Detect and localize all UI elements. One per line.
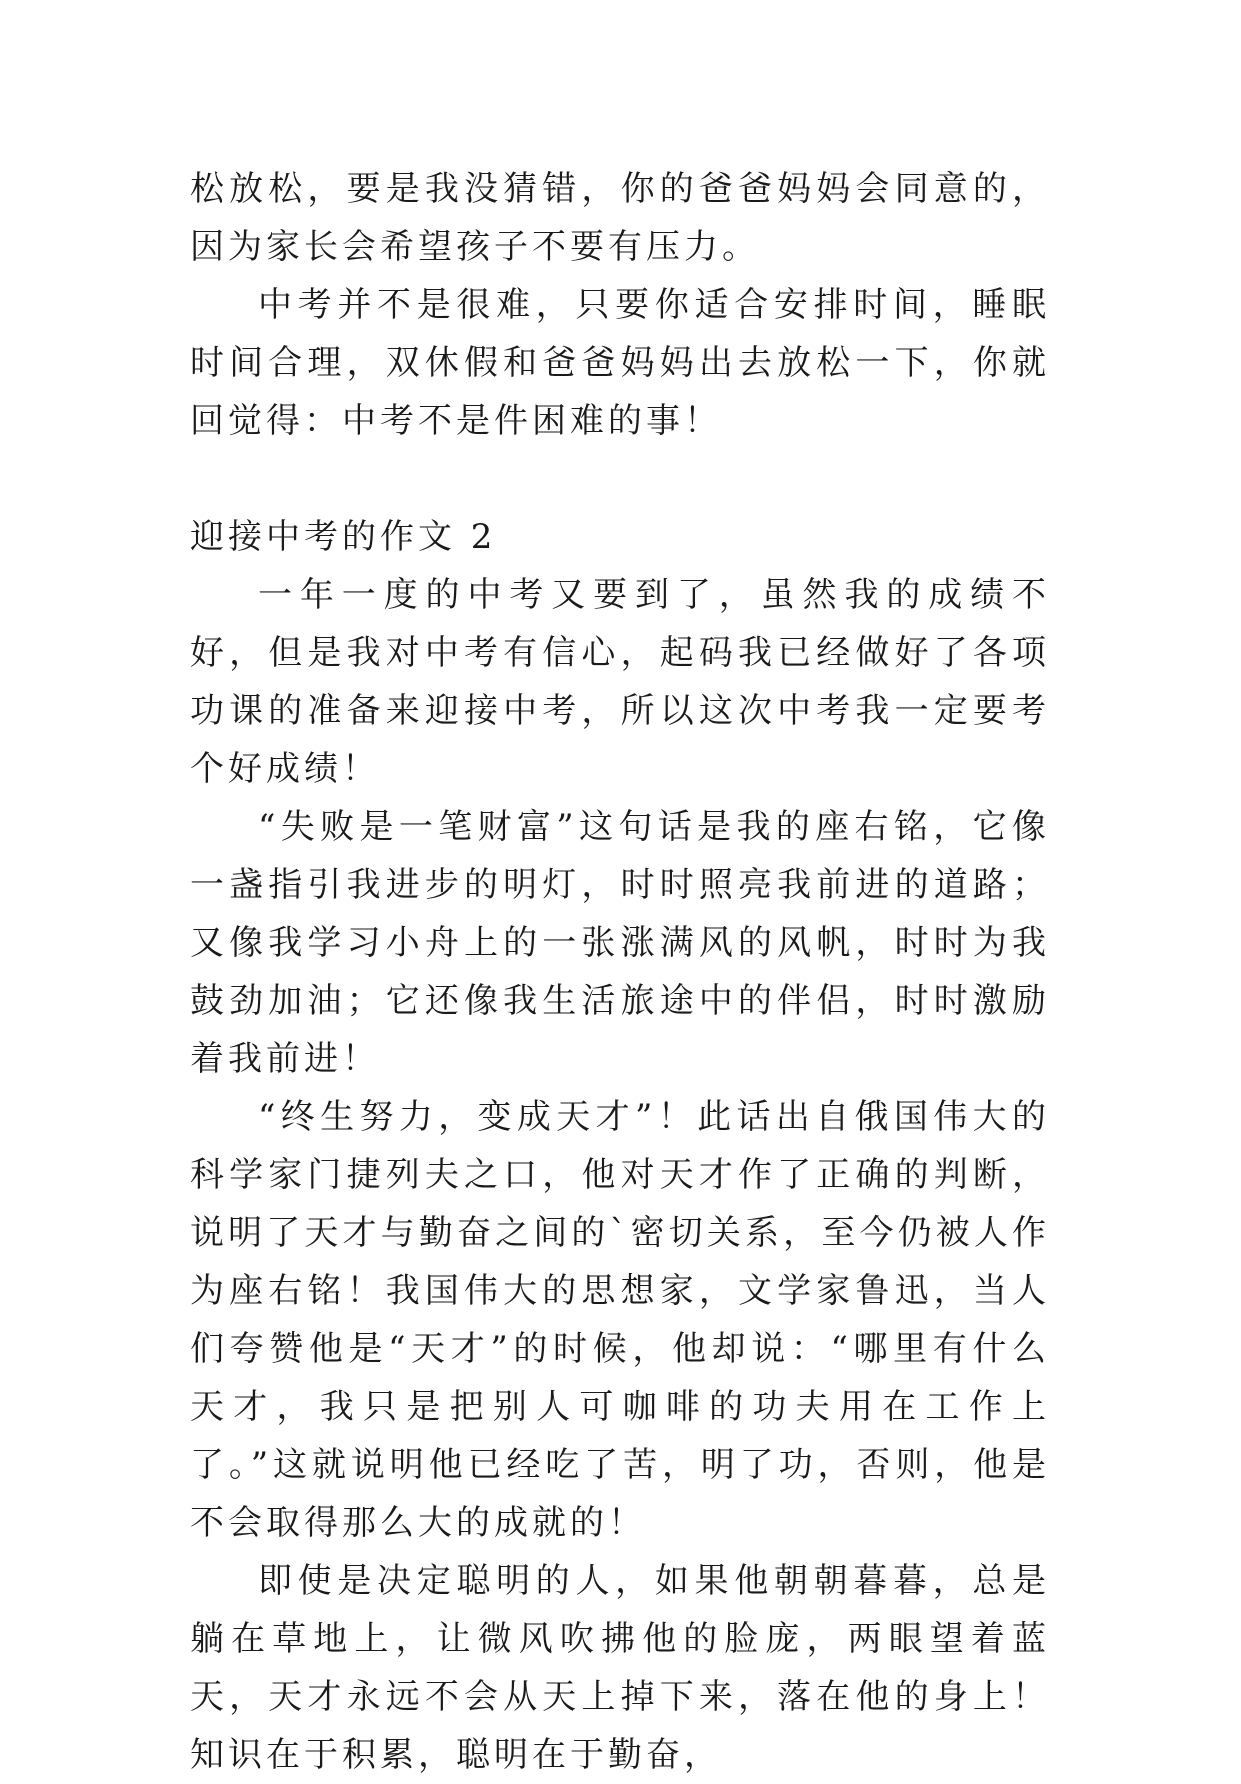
essay-title: 迎接中考的作文 2 — [190, 517, 497, 557]
essay-paragraph-1: 一年一度的中考又要到了，虽然我的成绩不好，但是我对中考有信心，起码我已经做好了各项功课的准备来迎接中考，所以这次中考我一定要考个好成绩！ — [190, 575, 1050, 789]
section-spacer — [190, 450, 1050, 508]
essay-paragraph-2: “失败是一笔财富”这句话是我的座右铭，它像一盏指引我进步的明灯，时时照亮我前进的道路；又像我学习小舟上的一张涨满风的风帆，时时为我鼓劲加油；它还像我生活旅途中的伴侣，时时激励着我前进！ — [190, 807, 1050, 1079]
paragraph-continuation: 松放松，要是我没猜错，你的爸爸妈妈会同意的，因为家长会希望孩子不要有压力。 — [190, 169, 1050, 267]
paragraph-closing: 中考并不是很难，只要你适合安排时间，睡眠时间合理，双休假和爸爸妈妈出去放松一下，你就回觉得：中考不是件困难的事！ — [190, 285, 1050, 441]
essay-paragraph-4: 即使是决定聪明的人，如果他朝朝暮暮，总是躺在草地上，让微风吹拂他的脸庞，两眼望着蓝天，天才永远不会从天上掉下来，落在他的身上！知识在于积累，聪明在于勤奋， — [190, 1561, 1050, 1775]
essay-paragraph-3: “终生努力，变成天才”！此话出自俄国伟大的科学家门捷列夫之口，他对天才作了正确的判断，说明了天才与勤奋之间的`密切关系，至今仍被人作为座右铭！我国伟大的思想家，文学家鲁迅，当人们夸赞他是“天才”的时候，他却说：“哪里有什么天才，我只是把别人可咖啡的功夫用在工作上了。”这就说明他已经吃了苦，明了功，否则，他是不会取得那么大的成就的！ — [190, 1097, 1050, 1543]
document-body — [190, 160, 1050, 1784]
